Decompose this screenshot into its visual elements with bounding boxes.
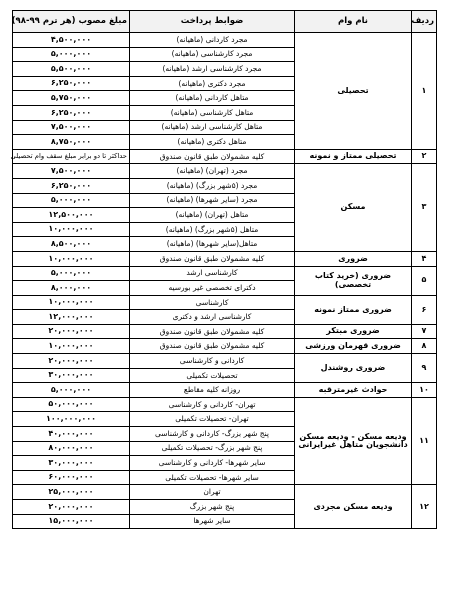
- table-row: [13, 251, 437, 266]
- loan-name-cell: تحصیلی: [295, 33, 412, 150]
- loan-name-cell: حوادث غیرمترقبه: [295, 383, 412, 398]
- amount-cell: ۵,۵۰۰,۰۰۰: [13, 62, 130, 77]
- amount-cell: ۶,۲۵۰,۰۰۰: [13, 178, 130, 193]
- payment-rule-cell: مجرد (سایر شهرها) (ماهیانه): [130, 193, 295, 208]
- amount-cell: ۵,۰۰۰,۰۰۰: [13, 383, 130, 398]
- row-number-cell: ۹: [412, 354, 437, 383]
- row-number-cell: ۴: [412, 251, 437, 266]
- loan-name-cell: ودیعه مسکن - ودیعه مسکن دانشجویان متاهل غیرایرانی: [295, 397, 412, 485]
- amount-cell: ۸,۵۰۰,۰۰۰: [13, 237, 130, 252]
- amount-cell: ۱۰,۰۰۰,۰۰۰: [13, 222, 130, 237]
- header-row: [13, 11, 437, 33]
- amount-cell: ۲۰,۰۰۰,۰۰۰: [13, 324, 130, 339]
- payment-rule-cell: متاهل (تهران) (ماهیانه): [130, 208, 295, 223]
- amount-cell: ۴۰,۰۰۰,۰۰۰: [13, 427, 130, 442]
- payment-rule-cell: سایر شهرها- کاردانی و کارشناسی: [130, 456, 295, 471]
- table-row: [13, 149, 437, 164]
- row-number-cell: ۵: [412, 266, 437, 295]
- row-number-cell: ۳: [412, 164, 437, 252]
- amount-cell: ۷,۵۰۰,۰۰۰: [13, 164, 130, 179]
- loan-table-container: [12, 10, 436, 585]
- amount-cell: ۶,۲۵۰,۰۰۰: [13, 105, 130, 120]
- table-row: [13, 354, 437, 369]
- row-number-cell: ۱۱: [412, 397, 437, 485]
- payment-rule-cell: پنج شهر بزرگ- تحصیلات تکمیلی: [130, 441, 295, 456]
- amount-cell: ۱۰,۰۰۰,۰۰۰: [13, 339, 130, 354]
- amount-cell: ۱۰۰,۰۰۰,۰۰۰: [13, 412, 130, 427]
- amount-cell: ۳۰,۰۰۰,۰۰۰: [13, 456, 130, 471]
- table-row: [13, 164, 437, 179]
- amount-cell: ۸,۰۰۰,۰۰۰: [13, 281, 130, 296]
- amount-cell: ۱۰,۰۰۰,۰۰۰: [13, 251, 130, 266]
- payment-rule-cell: متاهل کارشناسی (ماهیانه): [130, 105, 295, 120]
- payment-rule-cell: کلیه مشمولان طبق قانون صندوق: [130, 251, 295, 266]
- row-number-cell: ۱: [412, 33, 437, 150]
- payment-rule-cell: دکترای تخصصی غیر بورسیه: [130, 281, 295, 296]
- header-loan-name: نام وام: [295, 11, 412, 33]
- loan-table-body: [10, 33, 437, 529]
- payment-rule-cell: تهران- تحصیلات تکمیلی: [130, 412, 295, 427]
- payment-rule-cell: سایر شهرها- تحصیلات تکمیلی: [130, 470, 295, 485]
- payment-rule-cell: تهران- کاردانی و کارشناسی: [130, 397, 295, 412]
- row-number-cell: ۸: [412, 339, 437, 354]
- table-row: [13, 397, 437, 412]
- loan-name-cell: ضروری: [295, 251, 412, 266]
- header-approved-amount: مبلغ مصوب (هر ترم ۹۹-۹۸): [13, 11, 130, 33]
- table-row: [13, 324, 437, 339]
- row-number-cell: ۱۰: [412, 383, 437, 398]
- table-row: [13, 33, 437, 48]
- amount-cell: ۴,۵۰۰,۰۰۰: [13, 33, 130, 48]
- amount-cell: ۱۲,۵۰۰,۰۰۰: [13, 208, 130, 223]
- amount-cell: ۸۰,۰۰۰,۰۰۰: [13, 441, 130, 456]
- table-row: [13, 339, 437, 354]
- payment-rule-cell: کلیه مشمولان طبق قانون صندوق: [130, 339, 295, 354]
- amount-cell: حداکثر تا دو برابر مبلغ سقف وام تحصیلی: [13, 149, 130, 164]
- payment-rule-cell: متاهل دکتری (ماهیانه): [130, 135, 295, 150]
- amount-cell: ۵,۰۰۰,۰۰۰: [13, 47, 130, 62]
- payment-rule-cell: کلیه مشمولان طبق قانون صندوق: [130, 149, 295, 164]
- amount-cell: ۱۵,۰۰۰,۰۰۰: [13, 514, 130, 529]
- payment-rule-cell: مجرد کارشناسی ارشد (ماهیانه): [130, 62, 295, 77]
- row-number-cell: ۱۲: [412, 485, 437, 529]
- amount-cell: ۲۰,۰۰۰,۰۰۰: [13, 500, 130, 515]
- amount-cell: ۷,۵۰۰,۰۰۰: [13, 120, 130, 135]
- loan-name-cell: ودیعه مسکن مجردی: [295, 485, 412, 529]
- loan-name-cell: ضروری ممتاز نمونه: [295, 295, 412, 324]
- row-number-cell: ۷: [412, 324, 437, 339]
- row-number-cell: ۶: [412, 295, 437, 324]
- table-row: [13, 295, 437, 310]
- amount-cell: ۱۰,۰۰۰,۰۰۰: [13, 295, 130, 310]
- amount-cell: ۵,۷۵۰,۰۰۰: [13, 91, 130, 106]
- amount-cell: ۲۰,۰۰۰,۰۰۰: [13, 354, 130, 369]
- payment-rule-cell: کارشناسی ارشد: [130, 266, 295, 281]
- header-payment-rules: ضوابط پرداخت: [130, 11, 295, 33]
- loan-name-cell: ضروری روشندل: [295, 354, 412, 383]
- table-row: [13, 266, 437, 281]
- amount-cell: ۱۲,۰۰۰,۰۰۰: [13, 310, 130, 325]
- table-row: [13, 485, 437, 500]
- payment-rule-cell: مجرد (۵شهر بزرگ) (ماهیانه): [130, 178, 295, 193]
- amount-cell: ۵,۰۰۰,۰۰۰: [13, 193, 130, 208]
- payment-rule-cell: کارشناسی ارشد و دکتری: [130, 310, 295, 325]
- payment-rule-cell: پنج شهر بزرگ- کاردانی و کارشناسی: [130, 427, 295, 442]
- payment-rule-cell: پنج شهر بزرگ: [130, 500, 295, 515]
- loan-name-cell: ضروری مبتکر: [295, 324, 412, 339]
- payment-rule-cell: مجرد کارشناسی (ماهیانه): [130, 47, 295, 62]
- payment-rule-cell: کلیه مشمولان طبق قانون صندوق: [130, 324, 295, 339]
- loan-name-cell: مسکن: [295, 164, 412, 252]
- payment-rule-cell: کاردانی و کارشناسی: [130, 354, 295, 369]
- header-row-number: ردیف: [412, 11, 437, 33]
- payment-rule-cell: تحصیلات تکمیلی: [130, 368, 295, 383]
- payment-rule-cell: متاهل کارشناسی ارشد (ماهیانه): [130, 120, 295, 135]
- payment-rule-cell: متاهل (۵شهر بزرگ) (ماهیانه): [130, 222, 295, 237]
- payment-rule-cell: سایر شهرها: [130, 514, 295, 529]
- payment-rule-cell: متاهل کاردانی (ماهیانه): [130, 91, 295, 106]
- amount-cell: ۵۰,۰۰۰,۰۰۰: [13, 397, 130, 412]
- loan-name-cell: تحصیلی ممتاز و نمونه: [295, 149, 412, 164]
- amount-cell: ۲۵,۰۰۰,۰۰۰: [13, 485, 130, 500]
- amount-cell: ۵,۰۰۰,۰۰۰: [13, 266, 130, 281]
- payment-rule-cell: مجرد کاردانی (ماهیانه): [130, 33, 295, 48]
- amount-cell: ۶۰,۰۰۰,۰۰۰: [13, 470, 130, 485]
- row-number-cell: ۲: [412, 149, 437, 164]
- payment-rule-cell: تهران: [130, 485, 295, 500]
- amount-cell: ۸,۷۵۰,۰۰۰: [13, 135, 130, 150]
- amount-cell: ۶,۲۵۰,۰۰۰: [13, 76, 130, 91]
- payment-rule-cell: کارشناسی: [130, 295, 295, 310]
- amount-cell: ۳۰,۰۰۰,۰۰۰: [13, 368, 130, 383]
- payment-rule-cell: مجرد (تهران) (ماهیانه): [130, 164, 295, 179]
- table-row: [13, 383, 437, 398]
- loan-name-cell: ضروری قهرمان ورزشی: [295, 339, 412, 354]
- payment-rule-cell: مجرد دکتری (ماهیانه): [130, 76, 295, 91]
- loan-table: [12, 10, 437, 529]
- payment-rule-cell: روزانه کلیه مقاطع: [130, 383, 295, 398]
- loan-name-cell: ضروری (خرید کتاب تخصصی): [295, 266, 412, 295]
- payment-rule-cell: متاهل(سایر شهرها) (ماهیانه): [130, 237, 295, 252]
